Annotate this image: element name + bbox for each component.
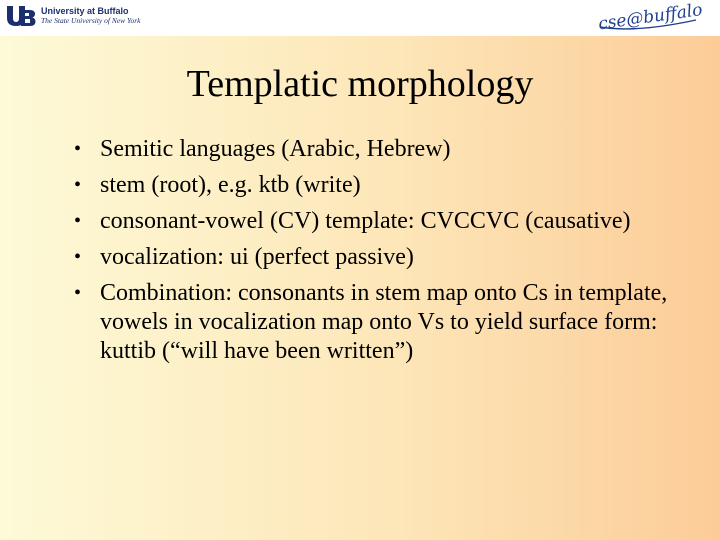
ub-logo bbox=[6, 5, 141, 27]
slide-title: Templatic morphology bbox=[186, 63, 534, 105]
header-bar bbox=[0, 0, 720, 36]
bullet-text: Combination: consonants in stem map onto Cs in template, vowels in vocalization map onto Vs to yield surface form: kuttib (“will have been written”) bbox=[100, 280, 668, 364]
bullet-item bbox=[72, 279, 682, 366]
bullet-text: consonant-vowel (CV) template: CVCCVC (causative) bbox=[100, 208, 631, 234]
bullet-dot-icon: • bbox=[74, 210, 82, 232]
bullet-text: vocalization: ui (perfect passive) bbox=[100, 244, 414, 270]
bullet-dot-icon: • bbox=[74, 282, 82, 304]
ub-name: University at Buffalo bbox=[41, 6, 129, 16]
bullet-dot-icon: • bbox=[74, 138, 82, 160]
bullet-text: Semitic languages (Arabic, Hebrew) bbox=[100, 136, 451, 162]
bullet-text: stem (root), e.g. ktb (write) bbox=[100, 172, 361, 198]
cse-logo-text: cse@buffalo bbox=[596, 0, 704, 35]
bullet-item bbox=[72, 243, 682, 272]
bullet-list bbox=[72, 135, 682, 373]
bullet-dot-icon: • bbox=[74, 174, 82, 196]
ub-subtitle: The State University of New York bbox=[41, 16, 141, 25]
bullet-item bbox=[72, 135, 682, 164]
bullet-item bbox=[72, 171, 682, 200]
ub-monogram-icon bbox=[6, 5, 36, 27]
bullet-dot-icon: • bbox=[74, 246, 82, 268]
bullet-item bbox=[72, 207, 682, 236]
cse-buffalo-logo bbox=[596, 0, 708, 36]
